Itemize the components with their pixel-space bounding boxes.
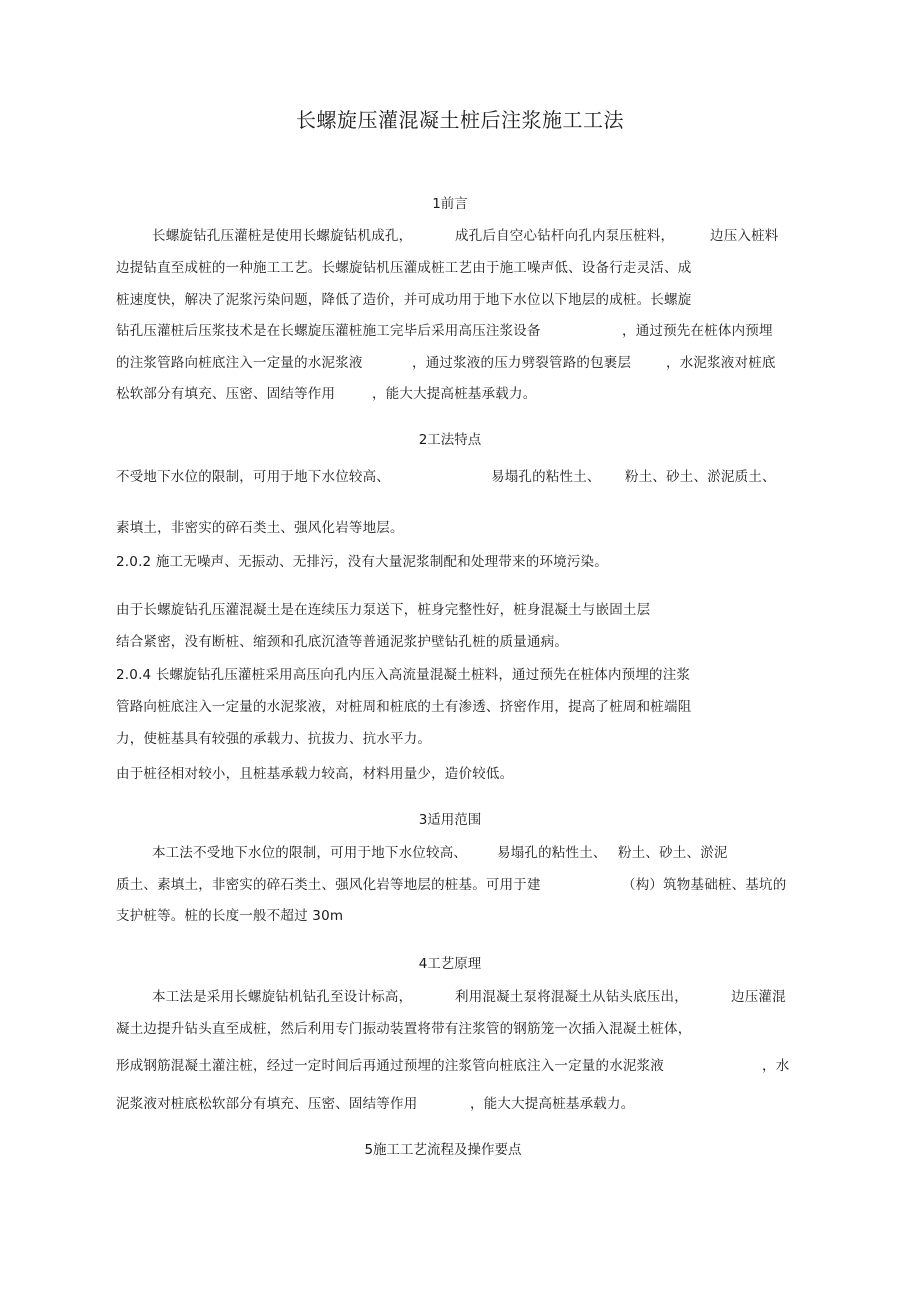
s1-line6-a: 松软部分有填充、压密、固结等作用	[116, 386, 336, 402]
s3-line2-a: 质土、素填土，非密实的碎石类土、强风化岩等地层的桩基。可用于建	[116, 877, 541, 893]
s1-line1-a: 长螺旋钻孔压灌桩是使用长螺旋钻机成孔，	[152, 228, 413, 244]
s4-line3-a: 形成钢筋混凝土灌注桩，经过一定时间后再通过预埋的注浆管向桩底注入一定量的水泥浆液	[116, 1058, 664, 1074]
s3-line1-c: 粉土、砂土、淤泥	[618, 845, 728, 861]
s4-line3-b: ，水	[762, 1058, 790, 1074]
s2-line2: 素填土，非密实的碎石类土、强风化岩等地层。	[116, 520, 404, 536]
s3-line2-b: （构）筑物基础桩、基坑的	[622, 877, 787, 893]
s4-line1-c: 边压灌混	[731, 989, 786, 1005]
s1-line3: 桩速度快，解决了泥浆污染问题，降低了造价，并可成功用于地下水位以下地层的成桩。长螺旋	[116, 292, 692, 308]
s1-line4-b: ，通过预先在桩体内预埋	[622, 323, 773, 339]
s2-line5: 结合紧密，没有断桩、缩颈和孔底沉渣等普通泥浆护壁钻孔桩的质量通病。	[116, 634, 569, 650]
section-3-heading: 3适用范围	[418, 812, 482, 828]
s2-line6: 2.0.4 长螺旋钻孔压灌桩采用高压向孔内压入高流量混凝土桩料，通过预先在桩体内预埋的注浆	[116, 667, 691, 683]
s1-line5-b: ，通过浆液的压力劈裂管路的包裹层	[412, 355, 632, 371]
s1-line1-c: 边压入桩料	[710, 228, 779, 244]
s2-line4: 由于长螺旋钻孔压灌混凝土是在连续压力泵送下，桩身完整性好，桩身混凝土与嵌固土层	[116, 602, 651, 618]
s1-line5-a: 的注浆管路向桩底注入一定量的水泥浆液	[116, 355, 363, 371]
s2-line8: 力，使桩基具有较强的承载力、抗拔力、抗水平力。	[116, 731, 432, 747]
s4-line1-a: 本工法是采用长螺旋钻机钻孔至设计标高，	[152, 989, 413, 1005]
s3-line3: 支护桩等。桩的长度一般不超过 30m	[116, 908, 344, 924]
s4-line4-a: 泥浆液对桩底松软部分有填充、压密、固结等作用	[116, 1096, 418, 1112]
s2-line7: 管路向桩底注入一定量的水泥浆液，对桩周和桩底的土有渗透、挤密作用，提高了桩周和桩端阻	[116, 699, 692, 715]
section-2-heading: 2工法特点	[418, 432, 482, 448]
s4-line2: 凝土边提升钻头直至成桩，然后利用专门振动装置将带有注浆管的钢筋笼一次插入混凝土桩体，	[116, 1021, 692, 1037]
s1-line5-c: ，水泥浆液对桩底	[666, 355, 776, 371]
s2-line1-b: 易塌孔的粘性土、	[491, 469, 601, 485]
section-1-heading: 1前言	[432, 196, 468, 212]
s2-line9: 由于桩径相对较小，且桩基承载力较高，材料用量少，造价较低。	[116, 766, 514, 782]
s1-line4-a: 钻孔压灌桩后压浆技术是在长螺旋压灌桩施工完毕后采用高压注浆设备	[116, 323, 541, 339]
s4-line4-b: ，能大大提高桩基承载力。	[470, 1096, 635, 1112]
s1-line1-b: 成孔后自空心钻杆向孔内泵压桩料，	[455, 228, 675, 244]
s1-line6-b: ，能大大提高桩基承载力。	[372, 386, 537, 402]
s3-line1-a: 本工法不受地下水位的限制，可用于地下水位较高、	[152, 845, 468, 861]
s3-line1-b: 易塌孔的粘性土、	[497, 845, 607, 861]
s2-line3: 2.0.2 施工无噪声、无振动、无排污，没有大量泥浆制配和处理带来的环境污染。	[116, 554, 608, 570]
section-4-heading: 4工艺原理	[418, 956, 482, 972]
document-title: 长螺旋压灌混凝土桩后注浆施工工法	[296, 108, 624, 132]
s1-line2: 边提钻直至成桩的一种施工工艺。长螺旋钻机压灌成桩工艺由于施工噪声低、设备行走灵活、成	[116, 260, 692, 276]
s4-line1-b: 利用混凝土泵将混凝土从钻头底压出，	[455, 989, 688, 1005]
section-5-heading: 5施工工艺流程及操作要点	[364, 1142, 522, 1158]
s2-line1-c: 粉土、砂土、淤泥质土、	[625, 469, 776, 485]
s2-line1-a: 不受地下水位的限制，可用于地下水位较高、	[116, 469, 390, 485]
